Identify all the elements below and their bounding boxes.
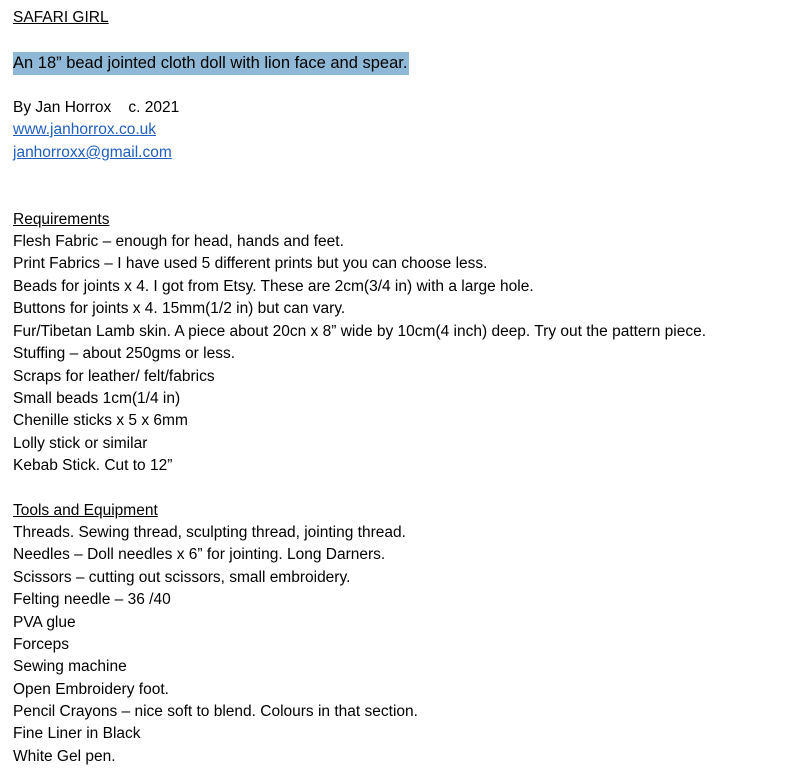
requirement-item: Lolly stick or similar xyxy=(13,435,148,452)
tool-item: Sewing machine xyxy=(13,658,127,675)
tool-item: Needles – Doll needles x 6” for jointing. Long Darners. xyxy=(13,546,386,563)
tool-item: Fine Liner in Black xyxy=(13,725,141,742)
requirement-item: Beads for joints x 4. I got from Etsy. These are 2cm(3/4 in) with a large hole. xyxy=(13,278,534,295)
requirement-item: Chenille sticks x 5 x 6mm xyxy=(13,412,188,429)
requirement-item: Kebab Stick. Cut to 12” xyxy=(13,457,173,474)
requirement-item: Stuffing – about 250gms or less. xyxy=(13,345,236,362)
tool-item: Threads. Sewing thread, sculpting thread, jointing thread. xyxy=(13,524,406,541)
requirement-item: Print Fabrics – I have used 5 different prints but you can choose less. xyxy=(13,255,488,272)
tool-item: White Gel pen. xyxy=(13,748,116,765)
requirement-item: Fur/Tibetan Lamb skin. A piece about 20cn x 8” wide by 10cm(4 inch) deep. Try out the pattern piece. xyxy=(13,323,707,340)
tool-item: Open Embroidery foot. xyxy=(13,681,169,698)
tool-item: Forceps xyxy=(13,636,69,653)
requirement-item: Buttons for joints x 4. 15mm(1/2 in) but can vary. xyxy=(13,300,346,317)
tool-item: Pencil Crayons – nice soft to blend. Colours in that section. xyxy=(13,703,418,720)
tool-item: Felting needle – 36 /40 xyxy=(13,591,171,608)
requirement-item: Small beads 1cm(1/4 in) xyxy=(13,390,181,407)
tool-item: PVA glue xyxy=(13,614,76,631)
requirements-heading: Requirements xyxy=(13,211,110,228)
doc-subtitle xyxy=(13,53,409,75)
email-link[interactable]: janhorroxx@gmail.com xyxy=(13,144,172,161)
highlighted-subtitle: An 18” bead jointed cloth doll with lion face and spear. xyxy=(13,52,409,75)
byline: By Jan Horrox c. 2021 xyxy=(13,99,180,116)
doc-title: SAFARI GIRL xyxy=(13,9,109,26)
tool-item: Scissors – cutting out scissors, small embroidery. xyxy=(13,569,351,586)
website-link[interactable]: www.janhorrox.co.uk xyxy=(13,121,157,138)
requirement-item: Scraps for leather/ felt/fabrics xyxy=(13,368,215,385)
tools-heading: Tools and Equipment xyxy=(13,502,158,519)
requirement-item: Flesh Fabric – enough for head, hands and feet. xyxy=(13,233,344,250)
